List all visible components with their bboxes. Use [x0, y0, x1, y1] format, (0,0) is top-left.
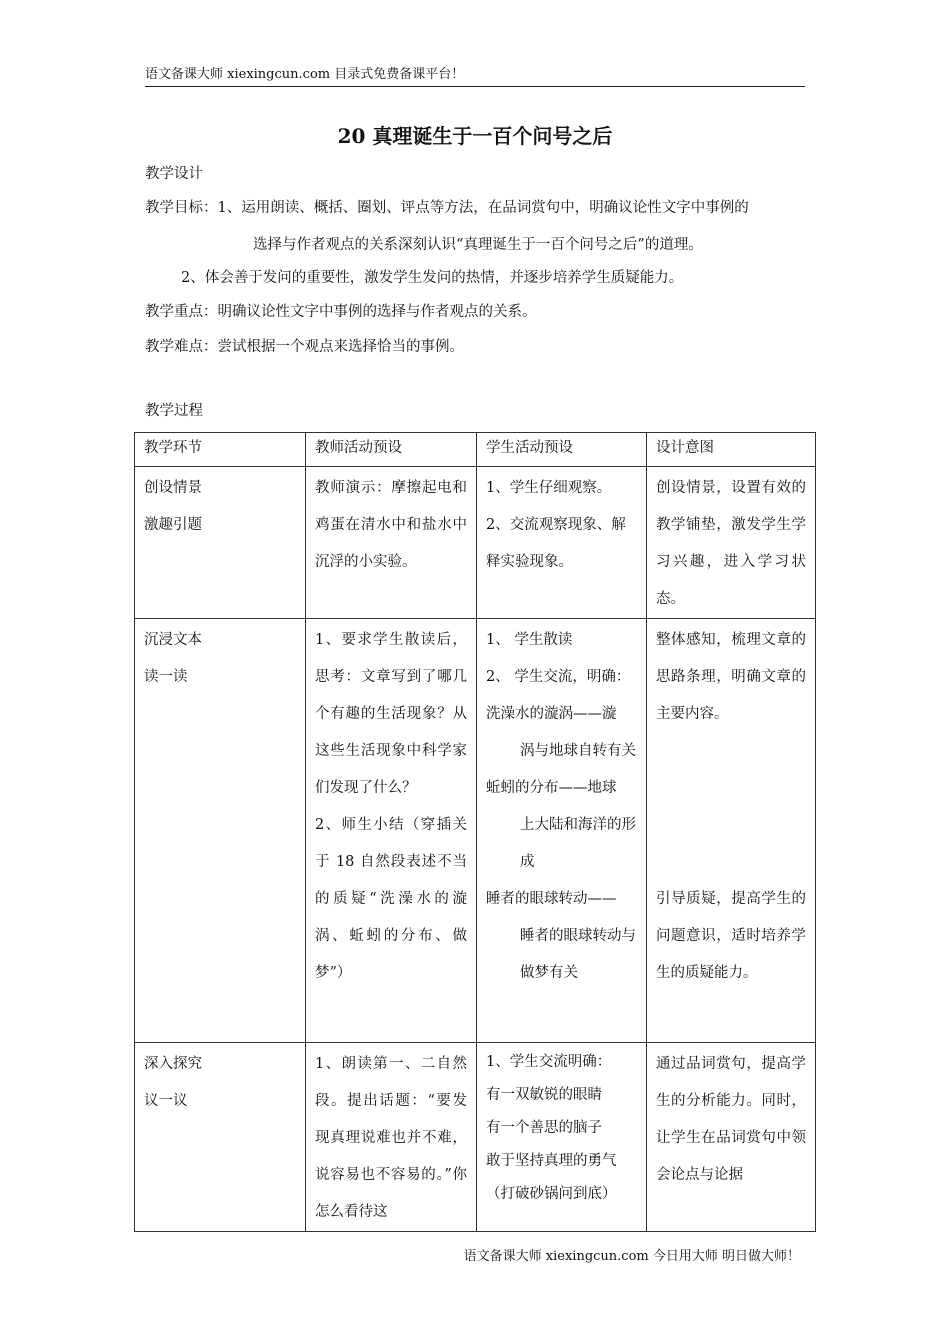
- student-text: 敢于坚持真理的勇气: [486, 1153, 617, 1169]
- student-text: 1、 学生散读: [486, 632, 573, 648]
- student-cell: [477, 467, 647, 619]
- table-row: [135, 619, 816, 1043]
- student-text: 有一个善思的脑子: [486, 1120, 602, 1136]
- student-text: （打破砂锅问到底）: [486, 1186, 617, 1202]
- student-text: 睡者的眼球转动——: [486, 891, 617, 907]
- student-text: 1、学生仔细观察。: [486, 480, 612, 496]
- student-text: 2、 学生交流，明确：: [486, 669, 631, 685]
- goals-line-2: 选择与作者观点的关系深刻认识“真理诞生于一百个问号之后”的道理。: [253, 237, 703, 253]
- intent-cell: [647, 467, 816, 619]
- student-cell: [477, 619, 647, 1043]
- teacher-cell: [306, 1043, 477, 1232]
- difficulty: 教学难点：尝试根据一个观点来选择恰当的事例。: [145, 339, 464, 355]
- goals-line-1: 教学目标：1、运用朗读、概括、圈划、评点等方法，在品词赏句中，明确议论性文字中事例的: [145, 200, 749, 216]
- intent-text: 创设情景，设置有效的教学铺垫，激发学生学习兴趣，进入学习状态。: [656, 480, 806, 607]
- page-header: 语文备课大师 xiexingcun.com 目录式免费备课平台！: [145, 66, 805, 87]
- intent-text: 整体感知，梳理文章的思路条理，明确文章的主要内容。: [656, 632, 806, 722]
- stage-cell: [135, 467, 306, 619]
- stage-line: 创设情景: [144, 480, 202, 496]
- stage-line: 深入探究: [144, 1056, 202, 1072]
- teacher-text: 1、要求学生散读后，思考：文章写到了哪几个有趣的生活现象？从这些生活现象中科学家们发现了什么？: [315, 632, 467, 796]
- teacher-cell: [306, 619, 477, 1043]
- student-text: 睡者的眼球转动与做梦有关: [520, 928, 636, 981]
- teacher-text: 2、师生小结（穿插关于 18 自然段表述不当的质疑“洗澡水的漩涡、蚯蚓的分布、做梦”）: [315, 817, 467, 981]
- goals-line-3: 2、体会善于发问的重要性，激发学生发问的热情，并逐步培养学生质疑能力。: [181, 270, 684, 286]
- student-cell: [477, 1043, 647, 1232]
- section-process-label: 教学过程: [145, 403, 203, 419]
- table-header-row: [135, 433, 816, 467]
- stage-cell: [135, 1043, 306, 1232]
- table-row: [135, 1043, 816, 1232]
- teacher-cell: [306, 467, 477, 619]
- stage-line: 议一议: [144, 1093, 188, 1109]
- key-point: 教学重点：明确议论性文字中事例的选择与作者观点的关系。: [145, 304, 537, 320]
- student-text: 蚯蚓的分布——地球: [486, 780, 617, 796]
- header-cell: 教师活动预设: [306, 433, 477, 467]
- student-text: 涡与地球自转有关: [520, 743, 636, 759]
- stage-line: 沉浸文本: [144, 632, 202, 648]
- header-cell: 教学环节: [135, 433, 306, 467]
- intent-cell: [647, 619, 816, 1043]
- intent-text: 引导质疑，提高学生的问题意识，适时培养学生的质疑能力。: [656, 891, 806, 981]
- student-text: 2、交流观察现象、解释实验现象。: [486, 517, 626, 570]
- intent-text: 通过品词赏句，提高学生的分析能力。同时，让学生在品词赏句中领会论点与论据: [656, 1056, 806, 1183]
- intent-spacer: [656, 733, 806, 881]
- student-text: 1、学生交流明确：: [486, 1054, 612, 1070]
- stage-line: 激趣引题: [144, 517, 202, 533]
- table-row: [135, 467, 816, 619]
- stage-cell: [135, 619, 306, 1043]
- student-text: 上大陆和海洋的形成: [520, 817, 636, 870]
- student-text: 洗澡水的漩涡——漩: [486, 706, 617, 722]
- page-footer: 语文备课大师 xiexingcun.com 今日用大师 明日做大师！: [463, 1249, 800, 1264]
- student-text: 有一双敏锐的眼睛: [486, 1087, 602, 1103]
- section-design-label: 教学设计: [145, 166, 203, 182]
- header-cell: 学生活动预设: [477, 433, 647, 467]
- teacher-text: 1、朗读第一、二自然段。提出话题：“要发现真理说难也并不难，说容易也不容易的。”你怎么看待这: [315, 1056, 467, 1220]
- stage-line: 读一读: [144, 669, 188, 685]
- document-title: 20 真理诞生于一百个问号之后: [337, 124, 613, 148]
- teaching-process-table: [134, 432, 816, 1232]
- header-cell: 设计意图: [647, 433, 816, 467]
- intent-cell: [647, 1043, 816, 1232]
- teacher-text: 教师演示：摩擦起电和鸡蛋在清水中和盐水中沉浮的小实验。: [315, 480, 467, 570]
